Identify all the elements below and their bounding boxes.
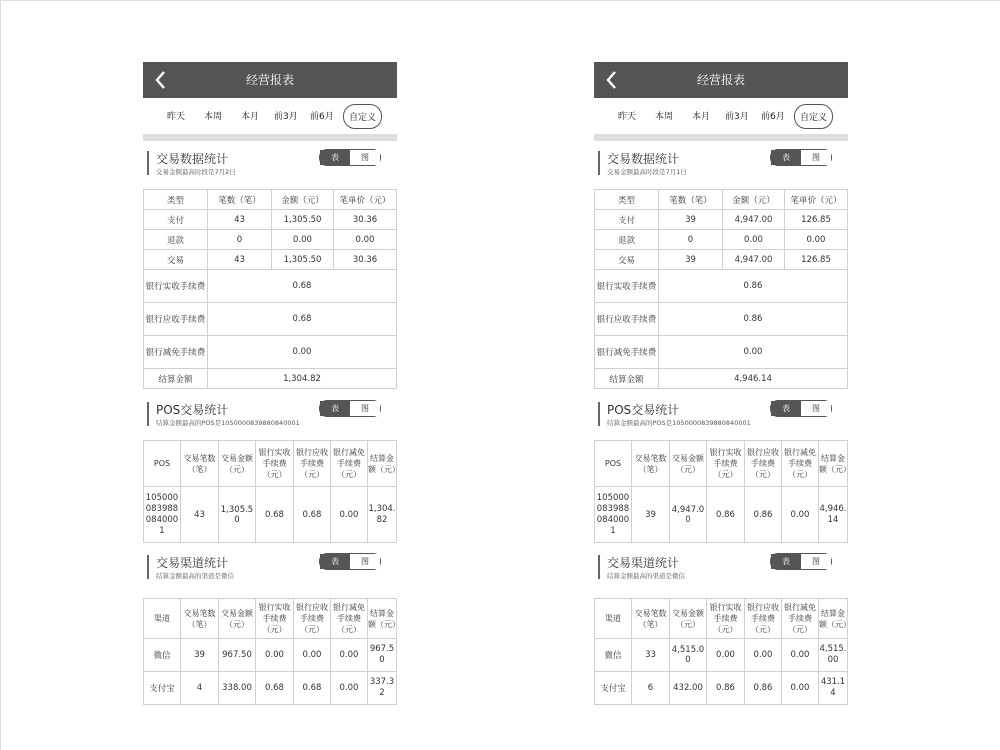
- page-border-top: [0, 0, 1000, 1]
- row-settle-amount: 4,515.00: [819, 639, 848, 672]
- section-accent-bar: [598, 555, 600, 579]
- row-amount: 0.00: [723, 230, 785, 250]
- table-view-button[interactable]: 表: [771, 150, 801, 165]
- table-row: [595, 672, 848, 705]
- row-fee-waived: 0.00: [331, 672, 368, 705]
- phone-screen-right: [594, 62, 851, 707]
- fee-value: 0.86: [659, 270, 848, 303]
- row-amount: 1,305.50: [219, 487, 256, 543]
- section-divider: [143, 134, 397, 141]
- channel-view-toggle: [770, 553, 832, 570]
- fee-row: [144, 303, 397, 336]
- row-amount: 1,305.50: [272, 210, 334, 230]
- settle-value: 4,946.14: [659, 369, 848, 389]
- channel-stats-table: [594, 598, 851, 705]
- phone-screen-left: [143, 62, 400, 707]
- fee-label: 银行减免手续费: [144, 336, 208, 369]
- channel-name: 微信: [144, 639, 181, 672]
- range-this-week[interactable]: 本周: [204, 112, 223, 122]
- row-count: 39: [659, 210, 723, 230]
- table-row: [595, 230, 848, 250]
- table-view-button[interactable]: 表: [771, 554, 801, 569]
- fee-label: 银行应收手续费: [595, 303, 659, 336]
- pos-stats-title: POS交易统计: [607, 403, 680, 417]
- row-fee-receivable: 0.00: [745, 639, 782, 672]
- row-fee-receivable: 0.00: [294, 639, 331, 672]
- fee-value: 0.86: [659, 303, 848, 336]
- column-header: 交易金额（元）: [670, 599, 707, 639]
- row-count: 39: [632, 487, 670, 543]
- row-amount: 967.50: [219, 639, 256, 672]
- chart-view-button[interactable]: 图: [350, 401, 380, 416]
- settle-row: [595, 369, 848, 389]
- table-view-button[interactable]: 表: [320, 150, 350, 165]
- column-header: POS: [595, 441, 632, 487]
- row-fee-waived: 0.00: [782, 487, 819, 543]
- column-header: 交易笔数（笔）: [632, 441, 670, 487]
- table-row: [144, 487, 397, 543]
- row-fee-receivable: 0.68: [294, 487, 331, 543]
- channel-name: 支付宝: [595, 672, 632, 705]
- range-this-week[interactable]: 本周: [655, 112, 674, 122]
- channel-name: 微信: [595, 639, 632, 672]
- trade-view-toggle: [770, 149, 832, 166]
- table-view-button[interactable]: 表: [771, 401, 801, 416]
- column-header: 银行应收手续费（元）: [294, 441, 331, 487]
- row-amount: 432.00: [670, 672, 707, 705]
- pos-stats-note: 结算金额最高的POS是1050000839880840001: [156, 419, 300, 427]
- row-count: 43: [208, 250, 272, 270]
- range-yesterday[interactable]: 昨天: [167, 112, 186, 122]
- channel-stats-header: [143, 550, 397, 584]
- row-type: 退款: [144, 230, 208, 250]
- table-header-row: [595, 599, 848, 639]
- channel-stats-note: 结算金额最高的渠道是微信: [156, 572, 234, 580]
- row-type: 退款: [595, 230, 659, 250]
- fee-row: [144, 270, 397, 303]
- column-header: 交易笔数（笔）: [181, 441, 219, 487]
- table-row: [144, 210, 397, 230]
- fee-value: 0.00: [208, 336, 397, 369]
- channel-stats-note: 结算金额最高的渠道是微信: [607, 572, 685, 580]
- fee-label: 银行实收手续费: [595, 270, 659, 303]
- page-title: 经营报表: [696, 73, 745, 87]
- settle-value: 1,304.82: [208, 369, 397, 389]
- column-header: 笔数（笔）: [659, 190, 723, 210]
- column-header: 银行实收手续费（元）: [256, 441, 294, 487]
- row-unit-price: 0.00: [785, 230, 848, 250]
- row-type: 交易: [595, 250, 659, 270]
- row-unit-price: 30.36: [334, 250, 397, 270]
- range-custom-button[interactable]: 自定义: [794, 104, 833, 129]
- column-header: 类型: [144, 190, 208, 210]
- pos-stats-header: [143, 397, 397, 431]
- app-header: [594, 62, 848, 98]
- row-fee-received: 0.00: [256, 639, 294, 672]
- table-header-row: [595, 190, 848, 210]
- row-type: 支付: [144, 210, 208, 230]
- table-row: [144, 230, 397, 250]
- pos-stats-title: POS交易统计: [156, 403, 229, 417]
- table-row: [144, 250, 397, 270]
- pos-view-toggle: [319, 400, 381, 417]
- range-last-3-months[interactable]: 前3月: [725, 112, 749, 122]
- row-unit-price: 0.00: [334, 230, 397, 250]
- row-amount: 4,947.00: [723, 210, 785, 230]
- range-last-3-months[interactable]: 前3月: [274, 112, 298, 122]
- section-accent-bar: [598, 402, 600, 426]
- row-unit-price: 30.36: [334, 210, 397, 230]
- column-header: 交易金额（元）: [219, 599, 256, 639]
- section-accent-bar: [147, 151, 149, 175]
- table-row: [595, 487, 848, 543]
- chart-view-button[interactable]: 图: [350, 554, 380, 569]
- column-header: 银行实收手续费（元）: [707, 599, 745, 639]
- chart-view-button[interactable]: 图: [801, 150, 831, 165]
- fee-row: [595, 303, 848, 336]
- column-header: 结算金额（元）: [819, 441, 848, 487]
- channel-stats-title: 交易渠道统计: [607, 556, 680, 570]
- table-row: [144, 639, 397, 672]
- fee-label: 银行减免手续费: [595, 336, 659, 369]
- column-header: 银行应收手续费（元）: [294, 599, 331, 639]
- trade-stats-note: 交易金额最高时段是7月1日: [607, 168, 687, 176]
- row-count: 0: [208, 230, 272, 250]
- range-last-6-months[interactable]: 前6月: [761, 112, 785, 122]
- column-header: 银行实收手续费（元）: [707, 441, 745, 487]
- page-title: 经营报表: [245, 73, 294, 87]
- column-header: 笔数（笔）: [208, 190, 272, 210]
- channel-stats-table: [143, 598, 400, 705]
- column-header: 渠道: [595, 599, 632, 639]
- channel-stats-title: 交易渠道统计: [156, 556, 229, 570]
- settle-label: 结算金额: [144, 369, 208, 389]
- fee-value: 0.00: [659, 336, 848, 369]
- column-header: 笔单价（元）: [334, 190, 397, 210]
- row-type: 交易: [144, 250, 208, 270]
- row-fee-waived: 0.00: [331, 639, 368, 672]
- column-header: 交易笔数（笔）: [181, 599, 219, 639]
- row-settle-amount: 4,946.14: [819, 487, 848, 543]
- row-fee-receivable: 0.86: [745, 672, 782, 705]
- table-header-row: [144, 190, 397, 210]
- row-amount: 0.00: [272, 230, 334, 250]
- row-count: 43: [208, 210, 272, 230]
- column-header: 银行应收手续费（元）: [745, 441, 782, 487]
- trade-view-toggle: [319, 149, 381, 166]
- row-count: 6: [632, 672, 670, 705]
- column-header: 渠道: [144, 599, 181, 639]
- channel-stats-header: [594, 550, 848, 584]
- row-type: 支付: [595, 210, 659, 230]
- column-header: 笔单价（元）: [785, 190, 848, 210]
- trade-stats-header: [143, 146, 397, 180]
- row-fee-received: 0.00: [707, 639, 745, 672]
- settle-label: 结算金额: [595, 369, 659, 389]
- trade-stats-note: 交易金额最高时段是7月2日: [156, 168, 236, 176]
- row-fee-receivable: 0.68: [294, 672, 331, 705]
- fee-value: 0.68: [208, 303, 397, 336]
- table-row: [595, 210, 848, 230]
- row-count: 39: [659, 250, 723, 270]
- row-amount: 338.00: [219, 672, 256, 705]
- row-fee-waived: 0.00: [782, 672, 819, 705]
- page-border-left: [0, 0, 1, 750]
- trade-stats-header: [594, 146, 848, 180]
- column-header: 交易金额（元）: [219, 441, 256, 487]
- row-fee-received: 0.68: [256, 672, 294, 705]
- range-this-month[interactable]: 本月: [692, 112, 711, 122]
- table-header-row: [595, 441, 848, 487]
- table-row: [144, 672, 397, 705]
- table-view-button[interactable]: 表: [320, 554, 350, 569]
- chart-view-button[interactable]: 图: [350, 150, 380, 165]
- pos-view-toggle: [770, 400, 832, 417]
- section-divider: [594, 134, 848, 141]
- app-header: [143, 62, 397, 98]
- pos-id: 1050000839880840001: [144, 487, 181, 543]
- trade-stats-title: 交易数据统计: [607, 152, 680, 166]
- chart-view-button[interactable]: 图: [801, 554, 831, 569]
- column-header: 结算金额（元）: [819, 599, 848, 639]
- table-row: [595, 250, 848, 270]
- pos-stats-note: 结算金额最高的POS是1050000839880840001: [607, 419, 751, 427]
- table-header-row: [144, 599, 397, 639]
- range-yesterday[interactable]: 昨天: [618, 112, 637, 122]
- column-header: 银行减免手续费（元）: [782, 441, 819, 487]
- range-last-6-months[interactable]: 前6月: [310, 112, 334, 122]
- column-header: 交易笔数（笔）: [632, 599, 670, 639]
- row-settle-amount: 337.32: [368, 672, 397, 705]
- table-header-row: [144, 441, 397, 487]
- row-fee-received: 0.86: [707, 672, 745, 705]
- row-fee-received: 0.86: [707, 487, 745, 543]
- row-count: 43: [181, 487, 219, 543]
- fee-row: [595, 336, 848, 369]
- column-header: 银行实收手续费（元）: [256, 599, 294, 639]
- column-header: 银行减免手续费（元）: [782, 599, 819, 639]
- fee-label: 银行实收手续费: [144, 270, 208, 303]
- section-accent-bar: [147, 555, 149, 579]
- pos-id: 1050000839880840001: [595, 487, 632, 543]
- row-settle-amount: 967.50: [368, 639, 397, 672]
- table-view-button[interactable]: 表: [320, 401, 350, 416]
- row-unit-price: 126.85: [785, 250, 848, 270]
- pos-stats-table: [143, 440, 400, 543]
- row-amount: 4,947.00: [670, 487, 707, 543]
- row-amount: 1,305.50: [272, 250, 334, 270]
- column-header: 银行减免手续费（元）: [331, 441, 368, 487]
- table-row: [595, 639, 848, 672]
- column-header: 结算金额（元）: [368, 599, 397, 639]
- row-count: 39: [181, 639, 219, 672]
- column-header: 银行减免手续费（元）: [331, 599, 368, 639]
- row-settle-amount: 431.14: [819, 672, 848, 705]
- row-unit-price: 126.85: [785, 210, 848, 230]
- row-count: 4: [181, 672, 219, 705]
- range-custom-button[interactable]: 自定义: [343, 104, 382, 129]
- trade-stats-title: 交易数据统计: [156, 152, 229, 166]
- channel-view-toggle: [319, 553, 381, 570]
- section-accent-bar: [598, 151, 600, 175]
- row-fee-received: 0.68: [256, 487, 294, 543]
- column-header: 类型: [595, 190, 659, 210]
- date-range-bar: [143, 102, 397, 132]
- row-fee-waived: 0.00: [782, 639, 819, 672]
- fee-value: 0.68: [208, 270, 397, 303]
- fee-row: [595, 270, 848, 303]
- row-settle-amount: 1,304.82: [368, 487, 397, 543]
- settle-row: [144, 369, 397, 389]
- channel-name: 支付宝: [144, 672, 181, 705]
- pos-stats-header: [594, 397, 848, 431]
- fee-label: 银行应收手续费: [144, 303, 208, 336]
- pos-stats-table: [594, 440, 851, 543]
- section-accent-bar: [147, 402, 149, 426]
- fee-row: [144, 336, 397, 369]
- row-count: 0: [659, 230, 723, 250]
- trade-stats-table: [594, 189, 848, 389]
- row-amount: 4,515.00: [670, 639, 707, 672]
- row-fee-waived: 0.00: [331, 487, 368, 543]
- row-count: 33: [632, 639, 670, 672]
- chart-view-button[interactable]: 图: [801, 401, 831, 416]
- column-header: 金额（元）: [272, 190, 334, 210]
- row-amount: 4,947.00: [723, 250, 785, 270]
- column-header: 结算金额（元）: [368, 441, 397, 487]
- column-header: POS: [144, 441, 181, 487]
- row-fee-receivable: 0.86: [745, 487, 782, 543]
- column-header: 金额（元）: [723, 190, 785, 210]
- range-this-month[interactable]: 本月: [241, 112, 260, 122]
- column-header: 交易金额（元）: [670, 441, 707, 487]
- date-range-bar: [594, 102, 848, 132]
- trade-stats-table: [143, 189, 397, 389]
- column-header: 银行应收手续费（元）: [745, 599, 782, 639]
